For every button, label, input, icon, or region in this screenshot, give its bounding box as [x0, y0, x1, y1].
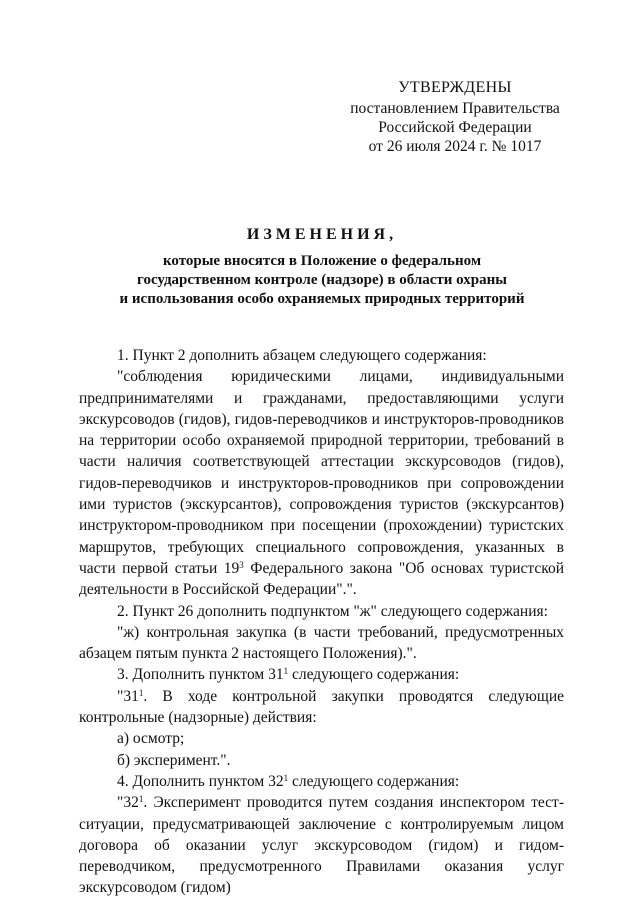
item-4-intro-part-a: 4. Дополнить пунктом 32: [117, 772, 284, 790]
approval-line-2: Российской Федерации: [378, 119, 532, 136]
item-3-intro-part-a: 3. Дополнить пунктом 31: [117, 666, 284, 684]
item-3-text: [79, 686, 564, 729]
approval-block: [330, 78, 580, 156]
item-1-intro: 1. Пункт 2 дополнить абзацем следующего содержания:: [117, 347, 487, 364]
approval-title: УТВЕРЖДЕНЫ: [398, 79, 512, 96]
heading-line-3: и использования особо охраняемых природных территорий: [119, 291, 525, 307]
item-3-intro: [79, 664, 564, 685]
item-1-text-part-a: "соблюдения юридическими лицами, индивидуальными предпринимателями и гражданами, предоставляющими услуги экскурсоводов (гидов), гидов-переводчиков и инструкторов-проводников на территории особо охраняемой природной территории, требований в части наличия соответствующей аттестации экскурсоводов (гидов), гидов-переводчиков и инструкторов-проводников при сопровождении ими туристов (экскурсантов), сопровождения туристов (экскурсантов) инструктором-проводником при посещении (прохождении) туристских маршрутов, требующих специального сопровождения, указанных в части первой статьи 19: [79, 368, 564, 577]
item-3-subitem-b: б) эксперимент.".: [117, 751, 231, 769]
item-4-text-superscript: 1: [138, 794, 144, 805]
heading-line-1: которые вносятся в Положение о федеральном: [162, 253, 482, 269]
item-4-text-part-b: . Эксперимент проводится путем создания инспектором тест-ситуации, предусматривающей заключение с контролируемым лицом договора об оказании услуг экскурсоводом (гидом) и гидом-переводчиком, предусмотренного Правилами оказания услуг экскурсоводом (гидом): [79, 794, 564, 897]
document-body: [79, 345, 564, 899]
item-3-text-part-a: "31: [117, 687, 139, 705]
item-3-text-superscript: 1: [138, 687, 144, 698]
item-4-intro-superscript: 1: [283, 772, 289, 783]
item-3-text-part-b: . В ходе контрольной закупки проводятся следующие контрольные (надзорные) действия:: [79, 687, 564, 727]
item-3-subitem-a: а) осмотр;: [117, 730, 185, 748]
approval-line-1: постановлением Правительства: [350, 100, 560, 117]
item-4-text-part-a: "32: [117, 794, 139, 812]
item-3-intro-superscript: 1: [283, 666, 289, 677]
item-1-text: [79, 366, 564, 600]
document-heading: [80, 226, 564, 309]
heading-title: ИЗМЕНЕНИЯ,: [246, 226, 398, 243]
item-4-text: [79, 792, 564, 898]
item-2-text: "ж) контрольная закупка (в части требований, предусмотренных абзацем пятым пункта 2 настоящего Положения).".: [79, 623, 564, 663]
item-1-superscript: 3: [239, 559, 244, 570]
item-3-intro-part-b: следующего содержания:: [288, 666, 460, 684]
approval-line-3: от 26 июля 2024 г. № 1017: [368, 138, 542, 155]
heading-line-2: государственном контроле (надзоре) в области охраны: [137, 272, 507, 288]
item-4-intro-part-b: следующего содержания:: [288, 772, 460, 790]
item-2-intro: 2. Пункт 26 дополнить подпунктом "ж" следующего содержания:: [117, 602, 548, 620]
item-4-intro: [79, 771, 564, 792]
item-1-text-part-b: Федерального закона "Об основах туристской деятельности в Российской Федерации".".: [79, 559, 564, 599]
